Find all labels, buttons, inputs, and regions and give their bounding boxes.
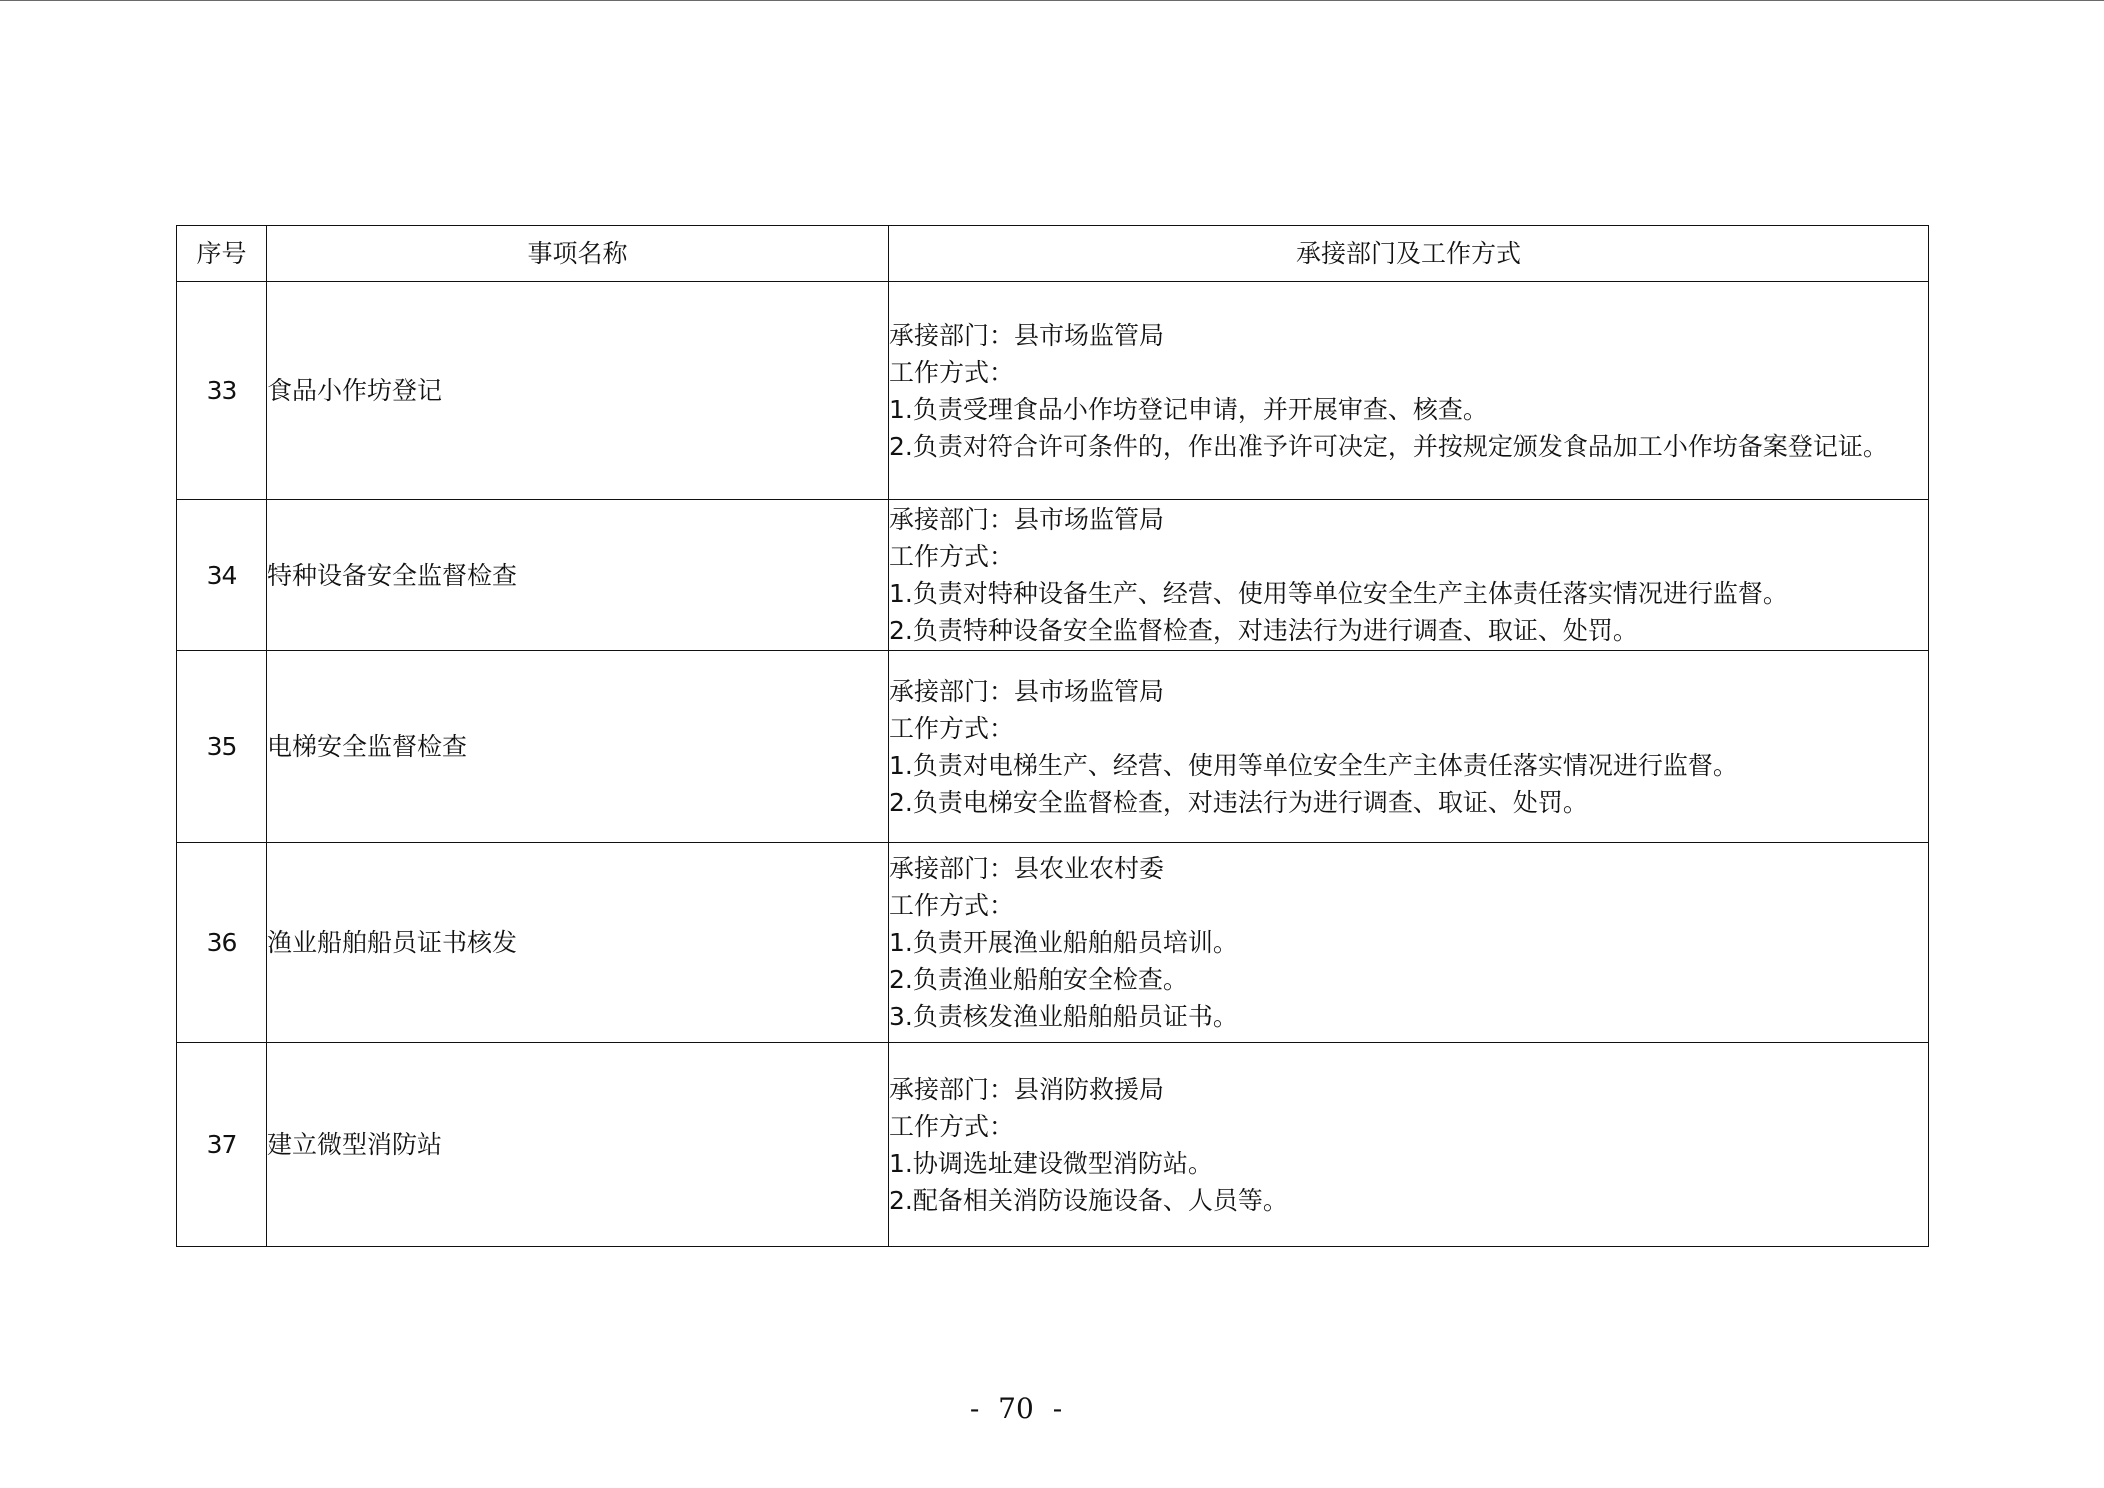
department-line: 承接部门：县消防救援局 — [889, 1074, 1165, 1104]
table-row — [177, 282, 1929, 500]
row-number-cell: 37 — [177, 1043, 267, 1247]
table-header-row — [177, 226, 1929, 282]
page-top-rule — [0, 0, 2104, 1]
department-method-cell — [889, 500, 1929, 651]
department-line: 承接部门：县农业农村委 — [889, 854, 1165, 883]
item-name-cell: 建立微型消防站 — [267, 1043, 889, 1247]
duty-line: 2.负责对符合许可条件的，作出准予许可决定，并按规定颁发食品加工小作坊备案登记证。 — [889, 431, 1888, 461]
department-line: 承接部门：县市场监管局 — [889, 676, 1165, 706]
item-name-cell: 渔业船舶船员证书核发 — [267, 843, 889, 1043]
work-method-label: 工作方式： — [889, 357, 1015, 387]
item-name-cell: 电梯安全监督检查 — [267, 651, 889, 843]
duty-line: 2.负责渔业船舶安全检查。 — [889, 965, 1188, 994]
work-method-label: 工作方式： — [889, 891, 1015, 920]
duty-line: 1.协调选址建设微型消防站。 — [889, 1148, 1213, 1178]
duty-line: 1.负责受理食品小作坊登记申请，并开展审查、核查。 — [889, 394, 1488, 424]
duty-line: 2.配备相关消防设施设备、人员等。 — [889, 1185, 1288, 1215]
work-method-label: 工作方式： — [889, 713, 1015, 743]
department-line: 承接部门：县市场监管局 — [889, 320, 1165, 350]
items-table — [176, 225, 1929, 1247]
header-item-name: 事项名称 — [267, 226, 889, 282]
duty-line: 1.负责对电梯生产、经营、使用等单位安全生产主体责任落实情况进行监督。 — [889, 750, 1738, 780]
work-method-label: 工作方式： — [889, 542, 1015, 571]
department-line: 承接部门：县市场监管局 — [889, 505, 1165, 534]
department-method-cell — [889, 843, 1929, 1043]
duty-line: 1.负责开展渔业船舶船员培训。 — [889, 928, 1238, 957]
row-number-cell: 36 — [177, 843, 267, 1043]
table-row — [177, 1043, 1929, 1247]
header-department-method: 承接部门及工作方式 — [889, 226, 1929, 282]
duty-line: 3.负责核发渔业船舶船员证书。 — [889, 1002, 1238, 1031]
duty-line: 1.负责对特种设备生产、经营、使用等单位安全生产主体责任落实情况进行监督。 — [889, 579, 1788, 608]
table-row — [177, 843, 1929, 1043]
department-method-cell — [889, 282, 1929, 500]
work-method-label: 工作方式： — [889, 1111, 1015, 1141]
row-number-cell: 35 — [177, 651, 267, 843]
department-method-cell — [889, 651, 1929, 843]
row-number-cell: 33 — [177, 282, 267, 500]
item-name-cell: 食品小作坊登记 — [267, 282, 889, 500]
row-number-cell: 34 — [177, 500, 267, 651]
department-method-cell — [889, 1043, 1929, 1247]
table-row — [177, 651, 1929, 843]
table-row — [177, 500, 1929, 651]
duty-line: 2.负责特种设备安全监督检查，对违法行为进行调查、取证、处罚。 — [889, 616, 1638, 645]
duty-line: 2.负责电梯安全监督检查，对违法行为进行调查、取证、处罚。 — [889, 787, 1588, 817]
item-name-cell: 特种设备安全监督检查 — [267, 500, 889, 651]
page-number: - 70 - — [969, 1392, 1063, 1425]
header-number: 序号 — [177, 226, 267, 282]
